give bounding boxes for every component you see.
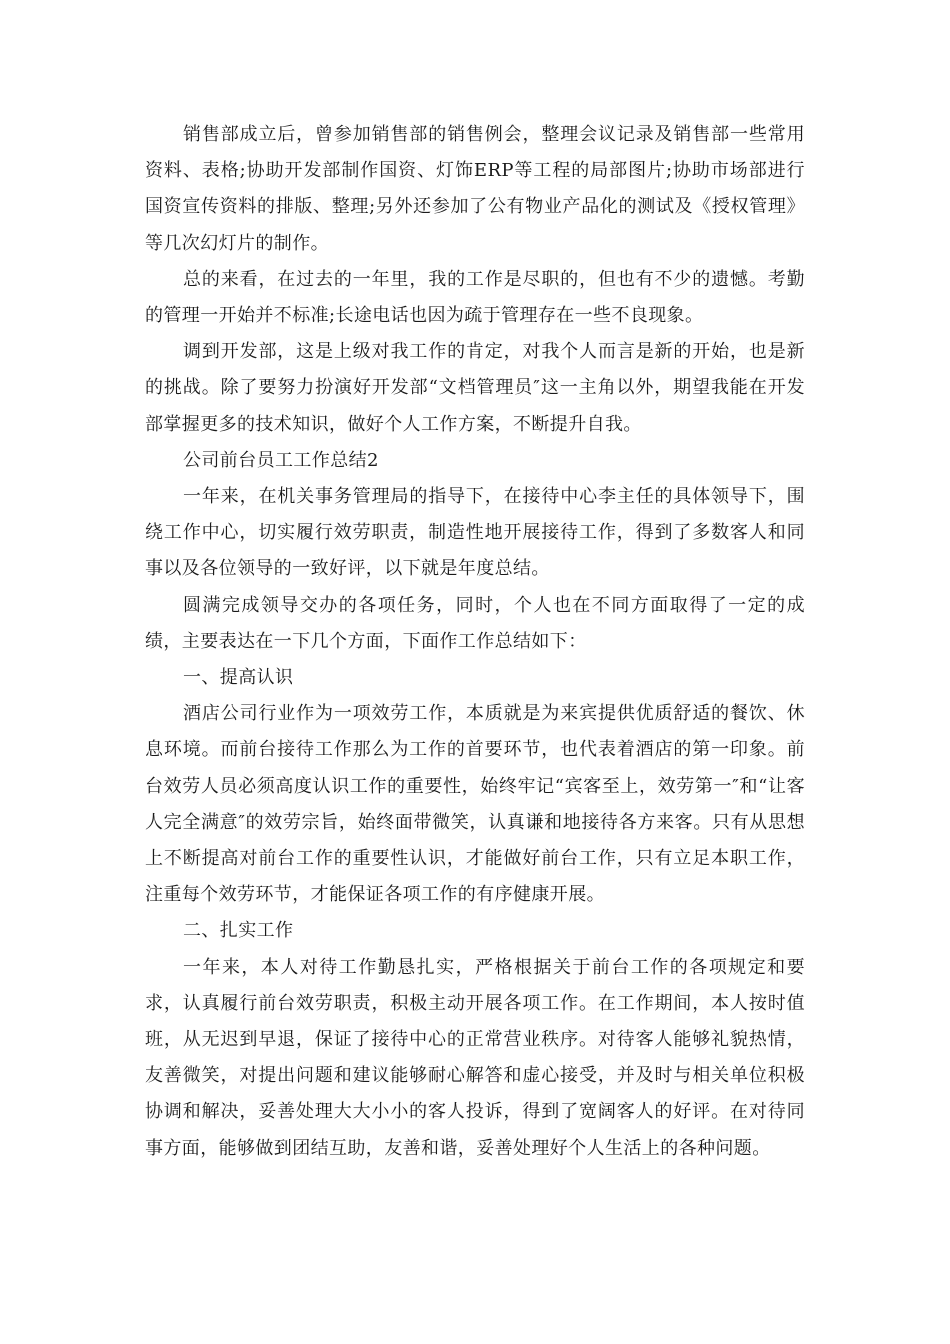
paragraph-achievements: 圆满完成领导交办的各项任务，同时，个人也在不同方面取得了一定的成绩，主要表达在一下几个方面，下面作工作总结如下： <box>145 594 805 652</box>
paragraph-year-intro: 一年来，在机关事务管理局的指导下，在接待中心李主任的具体领导下，围绕工作中心，切实履行效劳职责，制造性地开展接待工作，得到了多数客人和同事以及各位领导的一致好评，以下就是年度总结。 <box>145 486 805 580</box>
section-title: 公司前台员工工作总结2 <box>183 449 379 471</box>
paragraph-awareness-body: 酒店公司行业作为一项效劳工作，本质就是为来宾提供优质舒适的餐饮、休息环境。而前台接待工作那么为工作的首要环节，也代表着酒店的第一印象。前台效劳人员必须高度认识工作的重要性，始终牢记“宾客至上，效劳第一″和“让客人完全满意″的效劳宗旨，始终面带微笑，认真谦和地接待各方来客。只有从思想上不断提高对前台工作的重要性认识，才能做好前台工作，只有立足本职工作，注重每个效劳环节，才能保证各项工作的有序健康开展。 <box>145 703 805 906</box>
paragraph-overall-review: 总的来看，在过去的一年里，我的工作是尽职的，但也有不少的遗憾。考勤的管理一开始并不标准;长途电话也因为疏于管理存在一些不良现象。 <box>145 268 805 327</box>
document-body <box>145 117 805 1167</box>
paragraph-dev-dept-transfer: 调到开发部，这是上级对我工作的肯定，对我个人而言是新的开始，也是新的挑战。除了要努力扮演好开发部“文档管理员″这一主角以外，期望我能在开发部掌握更多的技术知识，做好个人工作方案，不断提升自我。 <box>145 341 805 435</box>
paragraph-solid-work-body: 一年来，本人对待工作勤恳扎实，严格根据关于前台工作的各项规定和要求，认真履行前台效劳职责，积极主动开展各项工作。在工作期间，本人按时值班，从无迟到早退，保证了接待中心的正常营业秩序。对待客人能够礼貌热情，友善微笑，对提出问题和建议能够耐心解答和虚心接受，并及时与相关单位积极协调和解决，妥善处理大大小小的客人投诉，得到了宽阔客人的好评。在对待同事方面，能够做到团结互助，友善和谐，妥善处理好个人生活上的各种问题。 <box>145 956 805 1159</box>
heading-solid-work: 二、扎实工作 <box>183 920 294 942</box>
heading-improve-awareness: 一、提高认识 <box>183 667 294 689</box>
paragraph-sales-dept: 销售部成立后，曾参加销售部的销售例会，整理会议记录及销售部一些常用资料、表格;协助开发部制作国资、灯饰ERP等工程的局部图片;协助市场部进行国资宣传资料的排版、整理;另外还参加了公有物业产品化的测试及《授权管理》等几次幻灯片的制作。 <box>145 124 805 254</box>
